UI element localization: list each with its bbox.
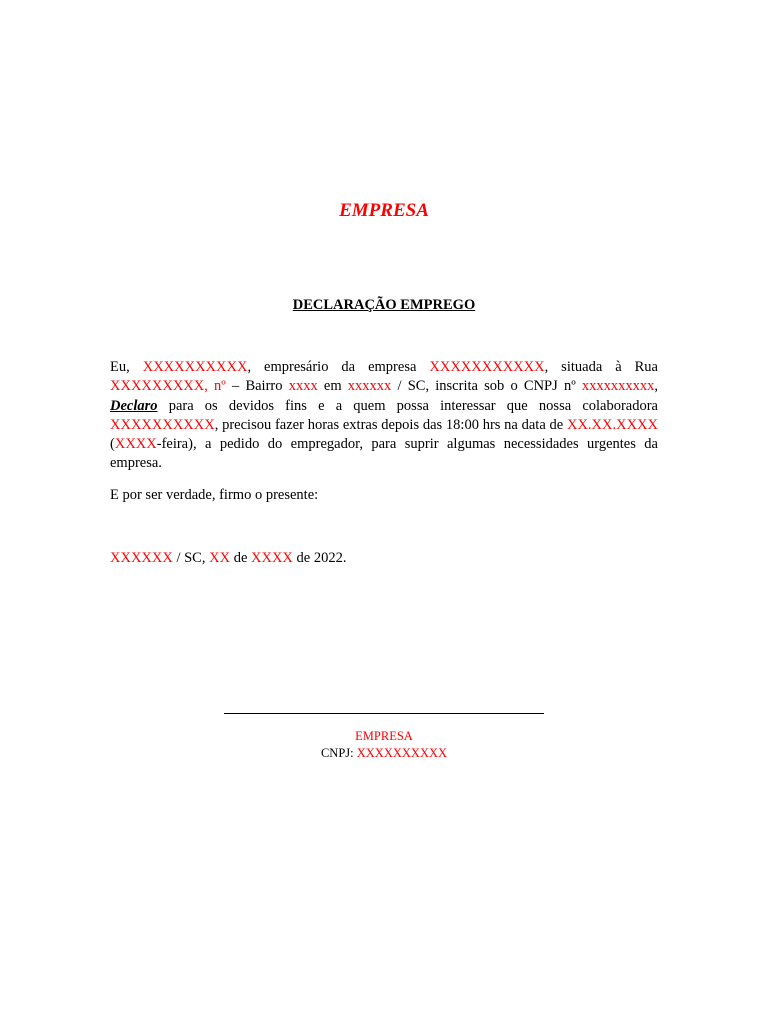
closing-sentence: E por ser verdade, firmo o presente:	[110, 487, 319, 503]
signature-line	[224, 713, 544, 714]
place-date-text: de 2022.	[292, 550, 347, 566]
body-text: -feira), a pedido do empregador, para suprir algumas necessidades urgentes da empresa.	[110, 436, 658, 472]
placeholder-month: XXXX	[251, 550, 293, 566]
body-text: , situada à Rua	[544, 359, 658, 375]
body-text: – Bairro	[225, 378, 289, 395]
place-date-text: de	[230, 550, 251, 566]
body-text: Eu,	[110, 359, 143, 375]
placeholder-cnpj: xxxxxxxxxx	[581, 378, 655, 395]
placeholder-date: XX.XX.XXXX	[566, 416, 658, 433]
placeholder-district: xxxx	[288, 378, 318, 395]
body-text: , empresário da empresa	[247, 359, 430, 375]
placeholder-company-name: XXXXXXXXXXX	[429, 359, 545, 375]
placeholder-signing-city: XXXXXX	[110, 550, 173, 566]
placeholder-signatory-cnpj: XXXXXXXXXX	[356, 746, 448, 760]
body-text: / SC, inscrita sob o CNPJ nº	[391, 378, 582, 395]
body-text: (	[110, 436, 115, 453]
placeholder-day: XX	[209, 550, 231, 566]
signatory-company: EMPRESA	[355, 729, 413, 743]
placeholder-city: xxxxxx	[347, 378, 392, 395]
placeholder-weekday: XXXX	[114, 436, 157, 453]
placeholder-street: XXXXXXXXX, nº	[110, 378, 226, 395]
placeholder-owner-name: XXXXXXXXXX	[142, 359, 248, 375]
document-title: DECLARAÇÃO EMPREGO	[292, 297, 476, 313]
cnpj-label: CNPJ:	[320, 746, 357, 760]
body-text: em	[317, 378, 348, 395]
declaro-keyword: Declaro	[110, 397, 158, 414]
body-text: para os devidos fins e a quem possa interessar que nossa colaboradora	[157, 397, 658, 414]
body-text: , precisou fazer horas extras depois das 18:00 hrs na data de	[214, 416, 567, 433]
place-date-text: / SC,	[172, 550, 210, 566]
company-heading: EMPRESA	[339, 200, 429, 221]
place-and-date	[110, 550, 346, 567]
body-text: ,	[654, 378, 659, 395]
placeholder-employee-name: XXXXXXXXXX	[110, 416, 215, 433]
signatory-cnpj	[0, 746, 768, 761]
declaration-paragraph	[110, 358, 658, 474]
